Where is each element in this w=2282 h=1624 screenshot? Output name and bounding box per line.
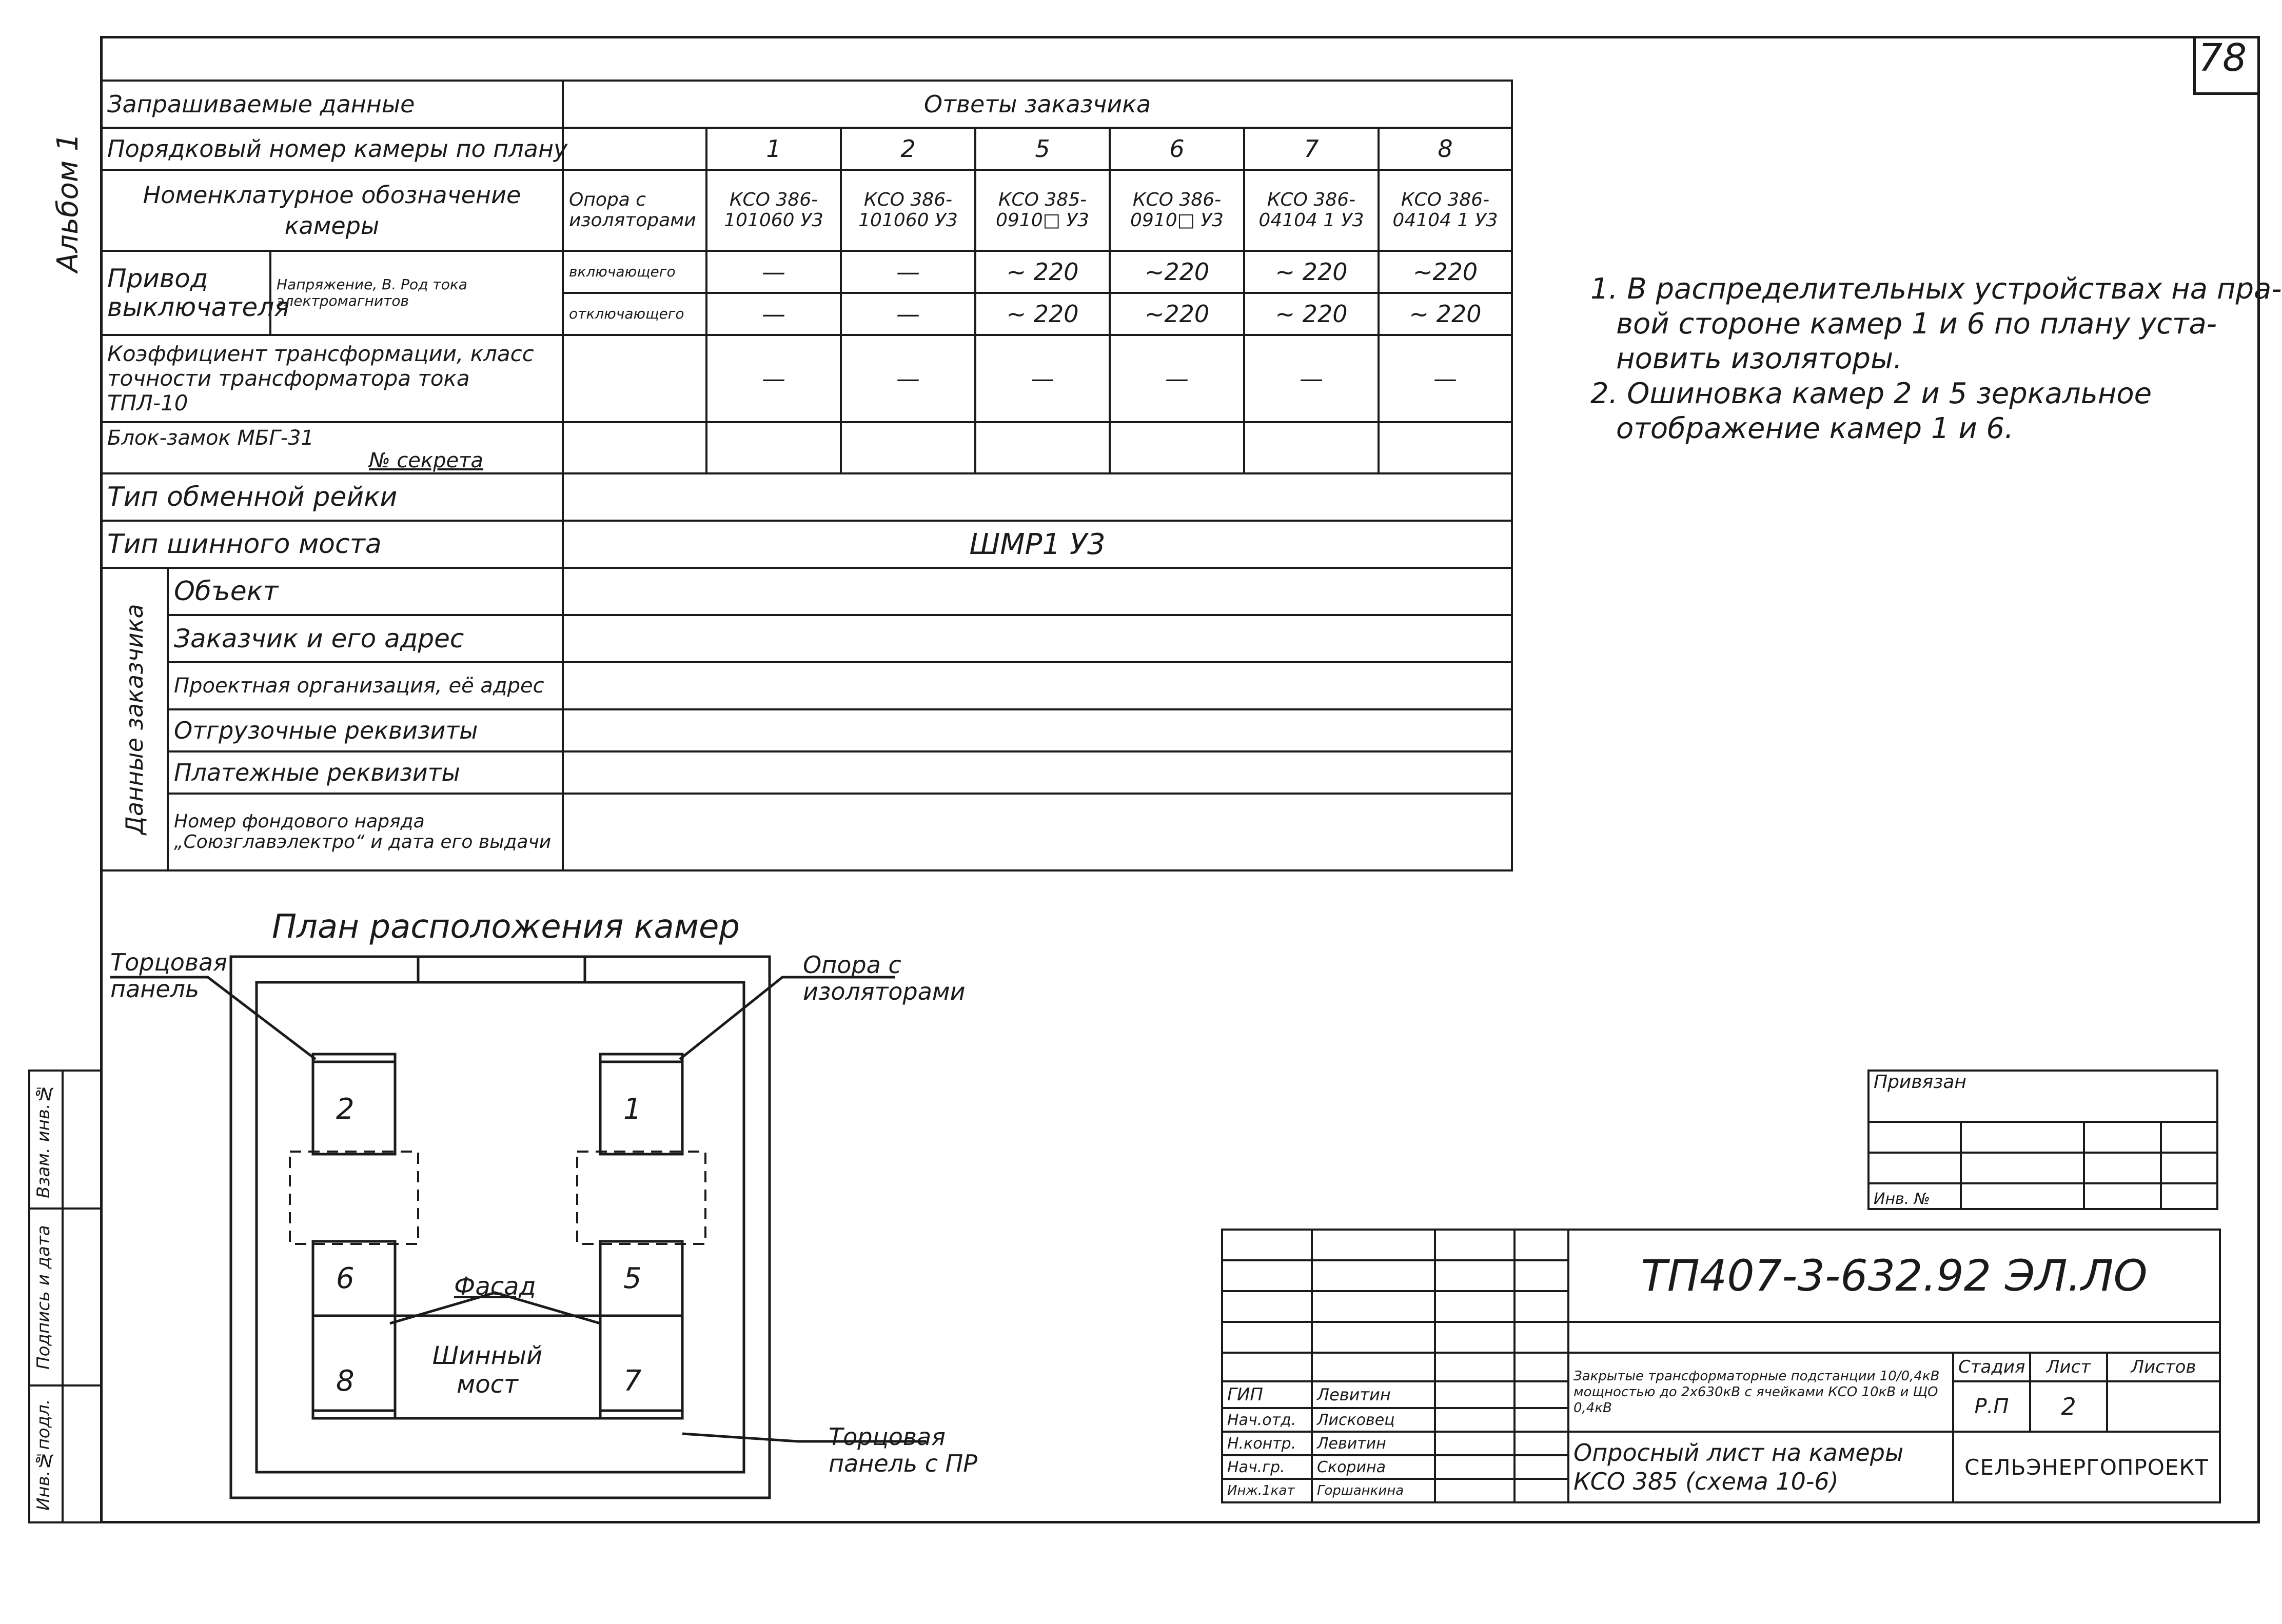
camera-number: 7: [1244, 128, 1379, 170]
empty-cell: [563, 335, 706, 422]
binding-block: [1867, 1070, 2218, 1210]
empty-cell: [1244, 422, 1379, 473]
voltage-label: Напряжение, В. Род тока электромагнитов: [270, 251, 563, 335]
person-name: Скорина: [1312, 1455, 1435, 1479]
row-nomenclature-label: Номенклатурное обозначение камеры: [101, 170, 563, 251]
empty-cell: [706, 422, 841, 473]
note-line: отображение камер 1 и 6.: [1616, 412, 2014, 445]
transform-value: —: [1244, 335, 1379, 422]
off-value: —: [841, 293, 975, 335]
role: Нач.гр.: [1222, 1455, 1312, 1479]
organization: СЕЛЬЭНЕРГОПРОЕКТ: [1953, 1432, 2220, 1502]
sheet-label: Лист: [2030, 1353, 2107, 1381]
sheets-label: Листов: [2107, 1353, 2220, 1381]
person-name: Лисковец: [1312, 1408, 1435, 1432]
person-name: Левитин: [1312, 1381, 1435, 1408]
block-lock-cell: [101, 422, 563, 473]
signature: [1435, 1381, 1514, 1408]
customer-row-label: Отгрузочные реквизиты: [168, 709, 563, 751]
camera-code: КСО 385-0910□ У3: [975, 170, 1110, 251]
person-name: Левитин: [1312, 1432, 1435, 1455]
camera-code: КСО 386-101060 У3: [841, 170, 975, 251]
header-requested: Запрашиваемые данные: [101, 81, 563, 128]
role: Нач.отд.: [1222, 1408, 1312, 1432]
empty-cell: [975, 422, 1110, 473]
label-facade: Фасад: [454, 1272, 536, 1301]
camera-number: 5: [975, 128, 1110, 170]
camera-code: КСО 386-0910□ У3: [1110, 170, 1244, 251]
signature: [1435, 1432, 1514, 1455]
support-insulators: Опора с изоляторами: [563, 170, 706, 251]
note-line: вой стороне камер 1 и 6 по плану уста-: [1616, 307, 2217, 341]
page-number: 78: [2198, 36, 2247, 80]
customer-row-label: Объект: [168, 568, 563, 615]
busbar-type-label: Тип обменной рейки: [101, 473, 563, 521]
on-value: ~ 220: [975, 251, 1110, 293]
transform-value: —: [975, 335, 1110, 422]
label-end-panel: Торцовая панель: [110, 948, 227, 1003]
cell-label: 8: [336, 1364, 355, 1398]
title-block: [1221, 1229, 2221, 1503]
row-order-label: Порядковый номер камеры по плану: [101, 128, 563, 170]
stamp-signature-date: Подпись и дата: [33, 1225, 54, 1370]
block-lock-label: Блок-замок МБГ-31: [107, 426, 314, 450]
on-value: ~ 220: [1244, 251, 1379, 293]
role: Н.контр.: [1222, 1432, 1312, 1455]
cart-left: [290, 1152, 418, 1244]
questionnaire-table: [100, 80, 1513, 872]
camera-number: 8: [1379, 128, 1512, 170]
side-stamp: [28, 1070, 100, 1523]
customer-row-value: [563, 794, 1512, 870]
header-answers: Ответы заказчика: [563, 81, 1512, 128]
stamp-original-inv: Инв.№подл.: [33, 1399, 54, 1511]
customer-row-label: Платежные реквизиты: [168, 751, 563, 794]
cell-label: 5: [623, 1262, 642, 1295]
off-value: ~ 220: [1244, 293, 1379, 335]
transform-value: —: [1110, 335, 1244, 422]
bus-bridge-label: Тип шинного моста: [101, 521, 563, 568]
plan-title: План расположения камер: [272, 908, 740, 946]
customer-row-value: [563, 568, 1512, 615]
on-value: ~220: [1379, 251, 1512, 293]
cell-label: 6: [336, 1262, 355, 1295]
cell-label: 7: [623, 1364, 642, 1398]
customer-data-group: Данные заказчика: [121, 604, 148, 835]
note-line: новить изоляторы.: [1616, 342, 1903, 375]
label-bus-bridge: Шинный мост: [432, 1341, 543, 1399]
off-value: ~ 220: [1379, 293, 1512, 335]
on-value: —: [706, 251, 841, 293]
camera-code: КСО 386-04104 1 У3: [1379, 170, 1512, 251]
cart-right: [577, 1152, 705, 1244]
transform-value: —: [706, 335, 841, 422]
customer-row-value: [563, 662, 1512, 709]
empty-cell: [563, 422, 706, 473]
binding-title: Привязан: [1868, 1071, 2217, 1122]
role: Инж.1кат: [1222, 1479, 1312, 1502]
bus-bridge-value: ШМР1 У3: [563, 521, 1512, 568]
stamp-replaced-inv: Взам. инв.№: [33, 1083, 54, 1199]
empty-cell: [1110, 422, 1244, 473]
on-value: —: [841, 251, 975, 293]
camera-code: КСО 386-04104 1 У3: [1244, 170, 1379, 251]
signature: [1435, 1408, 1514, 1432]
off-value: ~220: [1110, 293, 1244, 335]
tb-description: Закрытые трансформаторные подстанции 10/0,4кВ мощностью до 2x630кВ с ячейками КСО 10кВ и ЩО 0,4кВ: [1568, 1353, 1953, 1432]
camera-number: 1: [706, 128, 841, 170]
doc-code: ТП407-3-632.92 ЭЛ.ЛО: [1568, 1230, 2220, 1322]
label-end-panel-pr: Торцовая панель с ПР: [829, 1423, 978, 1477]
sheet-value: 2: [2030, 1381, 2107, 1432]
off-label: отключающего: [563, 293, 706, 335]
empty-cell: [563, 128, 706, 170]
signature: [1435, 1455, 1514, 1479]
cell-label: 2: [336, 1093, 355, 1126]
customer-row-value: [563, 615, 1512, 662]
notes-block: [1590, 272, 2282, 446]
off-value: —: [706, 293, 841, 335]
off-value: ~ 220: [975, 293, 1110, 335]
on-value: ~220: [1110, 251, 1244, 293]
transform-label: Коэффициент трансформации, класс точности трансформатора тока ТПЛ-10: [101, 335, 563, 422]
person-name: Горшанкина: [1312, 1479, 1435, 1502]
label-support: Опора с изоляторами: [803, 951, 966, 1005]
transform-value: —: [841, 335, 975, 422]
sheet-name: Опросный лист на камеры КСО 385 (схема 10-6): [1568, 1432, 1953, 1502]
secret-label: № секрета: [369, 449, 483, 472]
customer-row-value: [563, 751, 1512, 794]
drive-label: Привод выключателя: [101, 251, 270, 335]
customer-data-group-cell: [101, 568, 168, 870]
transform-value: —: [1379, 335, 1512, 422]
customer-row-label: Проектная организация, её адрес: [168, 662, 563, 709]
camera-code: КСО 386-101060 У3: [706, 170, 841, 251]
album-label: Альбом 1: [51, 133, 85, 272]
cell-label: 1: [623, 1093, 642, 1126]
stage-value: Р.П: [1953, 1381, 2030, 1432]
busbar-type-value: [563, 473, 1512, 521]
binding-inv-label: Инв. №: [1868, 1183, 1961, 1209]
empty-cell: [1379, 422, 1512, 473]
empty-cell: [841, 422, 975, 473]
signature: [1435, 1479, 1514, 1502]
camera-number: 2: [841, 128, 975, 170]
stage-label: Стадия: [1953, 1353, 2030, 1381]
camera-number: 6: [1110, 128, 1244, 170]
sheets-value: [2107, 1381, 2220, 1432]
on-label: включающего: [563, 251, 706, 293]
customer-row-label: Номер фондового наряда „Союзглавэлектро“ и дата его выдачи: [168, 794, 563, 870]
customer-row-value: [563, 709, 1512, 751]
customer-row-label: Заказчик и его адрес: [168, 615, 563, 662]
note-line: 2. Ошиновка камер 2 и 5 зеркальное: [1590, 377, 2152, 410]
role: ГИП: [1222, 1381, 1312, 1408]
note-line: 1. В распределительных устройствах на пра-: [1590, 272, 2282, 306]
